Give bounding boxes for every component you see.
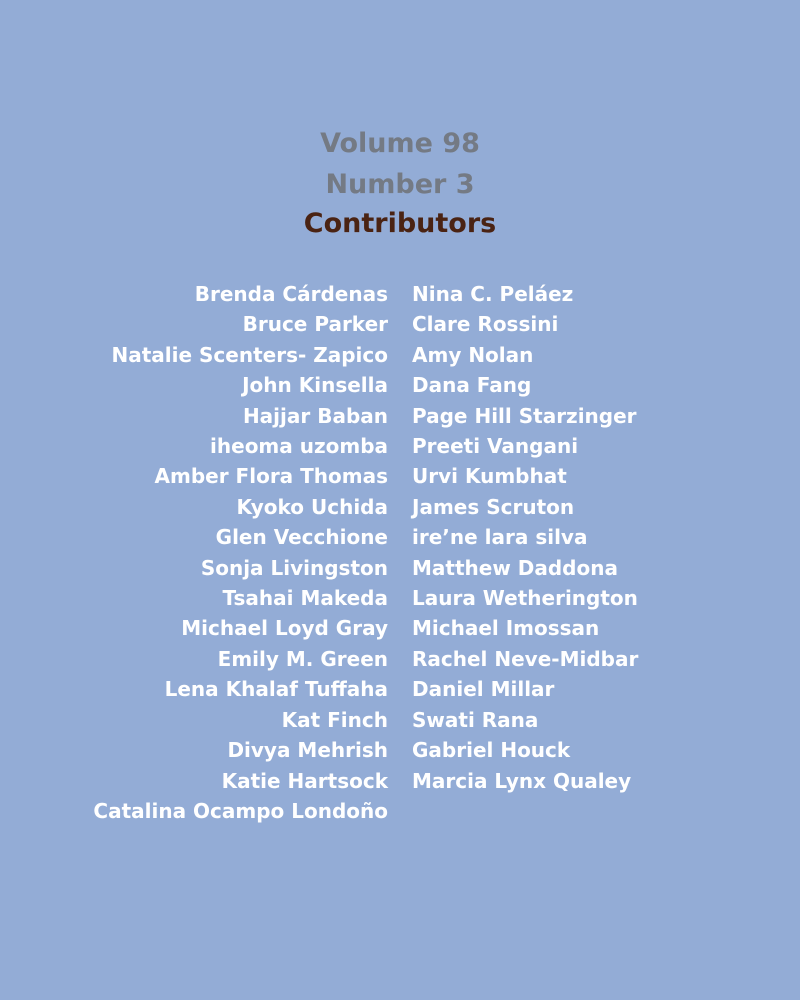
contributor-name: Lena Khalaf Tuffaha xyxy=(164,677,388,702)
contributor-name: Daniel Millar xyxy=(412,677,555,702)
contributor-name: Kyoko Uchida xyxy=(236,494,388,519)
contributor-name: Amy Nolan xyxy=(412,342,534,367)
contributor-name: Nina C. Peláez xyxy=(412,282,574,306)
contributor-name: Michael Loyd Gray xyxy=(181,616,388,641)
contributor-name: Urvi Kumbhat xyxy=(412,464,567,489)
contributor-name: Divya Mehrish xyxy=(227,738,388,763)
contributors-right-column xyxy=(412,279,638,796)
contributor-name: iheoma uzomba xyxy=(210,434,388,459)
contributor-name: Swati Rana xyxy=(412,707,539,732)
contributor-name: Clare Rossini xyxy=(412,312,559,337)
contributor-name: Natalie Scenters- Zapico xyxy=(111,342,388,367)
contributor-name: Emily M. Green xyxy=(217,646,388,671)
contributor-name: Preeti Vangani xyxy=(412,434,579,459)
contributor-name: Matthew Daddona xyxy=(412,555,618,580)
contributor-name: James Scruton xyxy=(412,494,575,519)
contributor-name: Rachel Neve-Midbar xyxy=(412,646,639,671)
volume-label: Volume 98 xyxy=(320,128,480,159)
contributor-name: Kat Finch xyxy=(281,707,388,732)
contributor-name: Page Hill Starzinger xyxy=(412,403,637,428)
contributor-name: Sonja Livingston xyxy=(200,555,388,580)
contributor-name: Amber Flora Thomas xyxy=(154,464,388,489)
contributors-left-column xyxy=(93,279,388,826)
contributor-name: Tsahai Makeda xyxy=(222,586,388,611)
contributor-name: Glen Vecchione xyxy=(215,525,388,550)
contributor-name: Dana Fang xyxy=(412,373,532,398)
issue-number-label: Number 3 xyxy=(325,169,475,200)
contributor-name: Katie Hartsock xyxy=(221,768,388,793)
contributor-name: Catalina Ocampo Londoño xyxy=(93,798,388,823)
contributor-name: Michael Imossan xyxy=(412,616,600,641)
contributor-name: Bruce Parker xyxy=(242,312,388,337)
page-title: Contributors xyxy=(303,208,497,239)
contributor-name: Brenda Cárdenas xyxy=(194,282,388,306)
contributor-name: ire’ne lara silva xyxy=(412,525,588,550)
contributor-name: Hajjar Baban xyxy=(242,403,388,428)
contributor-name: Gabriel Houck xyxy=(412,738,571,763)
contributor-name: John Kinsella xyxy=(242,373,388,398)
contributor-name: Laura Wetherington xyxy=(412,586,638,611)
contributor-name: Marcia Lynx Qualey xyxy=(412,768,632,793)
